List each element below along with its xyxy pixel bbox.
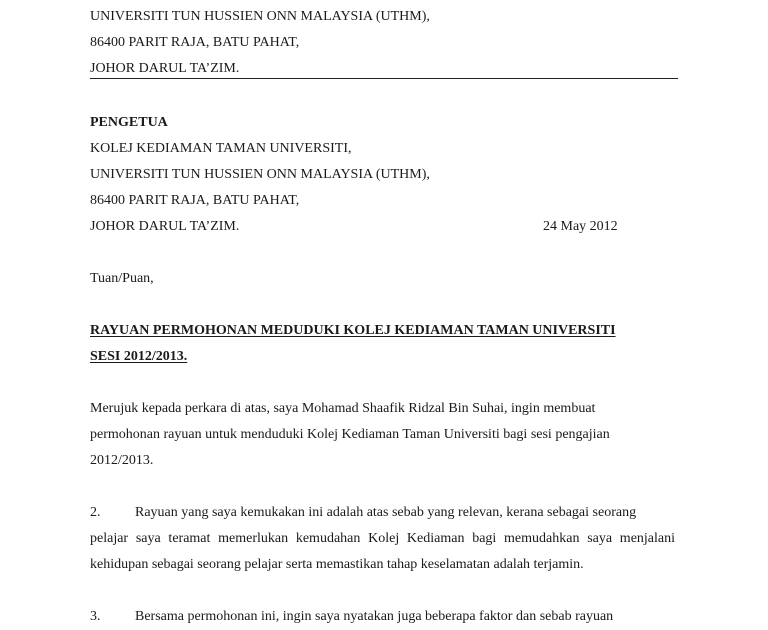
subject-line-1: RAYUAN PERMOHONAN MEDUDUKI KOLEJ KEDIAMAN TAMAN UNIVERSITI (90, 323, 616, 338)
paragraph-3-line-1 (90, 608, 613, 626)
paragraph-2-line-1-text: Rayuan yang saya kemukakan ini adalah atas sebab yang relevan, kerana sebagai seorang (135, 505, 637, 520)
paragraph-2-line-3: kehidupan sebagai seorang pelajar serta memastikan tahap keselamatan adalah terjamin. (90, 557, 584, 572)
paragraph-2-line-1 (90, 504, 636, 522)
letter-date: 24 May 2012 (543, 219, 618, 234)
sender-address-line-1: UNIVERSITI TUN HUSSIEN ONN MALAYSIA (UTHM), (90, 9, 430, 24)
salutation: Tuan/Puan, (90, 271, 154, 286)
paragraph-1-line-1: Merujuk kepada perkara di atas, saya Mohamad Shaafik Ridzal Bin Suhai, ingin membuat (90, 401, 596, 416)
header-divider (90, 78, 678, 79)
paragraph-3-number: 3. (90, 609, 101, 624)
paragraph-1-line-2: permohonan rayuan untuk menduduki Kolej Kediaman Taman Universiti bagi sesi pengajian (90, 427, 610, 442)
recipient-line-2: UNIVERSITI TUN HUSSIEN ONN MALAYSIA (UTHM), (90, 167, 430, 182)
subject-line-2: SESI 2012/2013. (90, 349, 188, 364)
recipient-line-1: KOLEJ KEDIAMAN TAMAN UNIVERSITI, (90, 141, 352, 156)
paragraph-2-line-2: pelajar saya teramat memerlukan kemudahan Kolej Kediaman bagi memudahkan saya menjalani (90, 531, 675, 546)
sender-address-line-3: JOHOR DARUL TA’ZIM. (90, 61, 240, 76)
paragraph-2-number: 2. (90, 505, 101, 520)
paragraph-3-line-1-text: Bersama permohonan ini, ingin saya nyatakan juga beberapa faktor dan sebab rayuan (135, 609, 614, 624)
recipient-line-3: 86400 PARIT RAJA, BATU PAHAT, (90, 193, 300, 208)
paragraph-1-line-3: 2012/2013. (90, 453, 154, 468)
recipient-line-4: JOHOR DARUL TA’ZIM. (90, 219, 240, 234)
sender-address-line-2: 86400 PARIT RAJA, BATU PAHAT, (90, 35, 300, 50)
recipient-title: PENGETUA (90, 115, 168, 130)
